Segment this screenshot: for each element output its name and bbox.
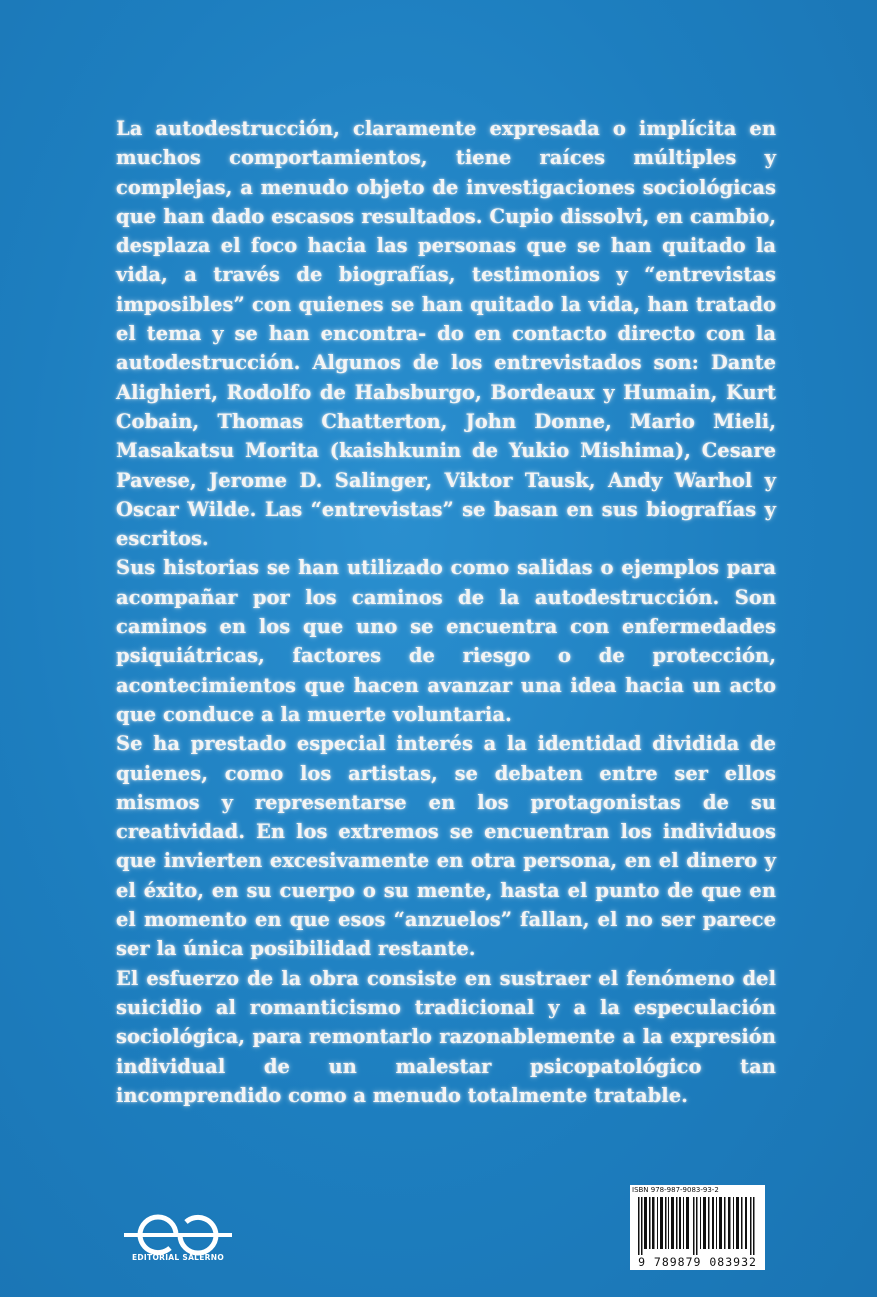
blurb-paragraph: El esfuerzo de la obra consiste en sustraer el fenómeno del suicidio al romanticismo tradicional y a la especulación sociológica, para remontarlo razonablemente a la expresión individual de un malestar psicopatológico tan incomprendido como a menudo totalmente tratable. — [116, 966, 776, 1107]
blurb-paragraph: La autodestrucción, claramente expresada o implícita en muchos comportamientos, tiene raíces múltiples y complejas, a menudo objeto de investigaciones sociológicas que han dado escasos resultados. Cupio dissolvi, en cambio, desplaza el foco hacia las personas que se han quitado la vida, a través de biografías, testimonios y “entrevistas imposibles” con quienes se han quitado la vida, han tratado el tema y se han encontra- do en contacto directo con la autodestrucción. Algunos de los entrevistados son: Dante Alighieri, Rodolfo de Habsburgo, Bordeaux y Humain, Kurt Cobain, Thomas Chatterton, John Donne, Mario Mieli, Masakatsu Morita (kaishkunin de Yukio Mishima), Cesare Pavese, Jerome D. Salinger, Viktor Tausk, Andy Warhol y Oscar Wilde. Las “entrevistas” se basan en sus biografías y escritos. — [116, 117, 776, 551]
barcode-bars-icon — [638, 1197, 758, 1255]
blurb-text — [116, 114, 776, 1110]
publisher-name: EDITORIAL SALERNO — [131, 1253, 225, 1262]
isbn-digits: 9 789879 083932 — [638, 1255, 757, 1269]
blurb-paragraph: Sus historias se han utilizado como salidas o ejemplos para acompañar por los caminos de la autodestrucción. Son caminos en los que uno se encuentra con enfermedades psiquiátricas, factores de riesgo o de protección, acontecimientos que hacen avanzar una idea hacia un acto que conduce a la muerte voluntaria. — [116, 556, 776, 726]
isbn-barcode — [630, 1185, 765, 1270]
blurb-paragraph: Se ha prestado especial interés a la identidad dividida de quienes, como los artistas, se debaten entre ser ellos mismos y representarse en los protagonistas de su creatividad. En los extremos se encuentran los individuos que invierten excesivamente en otra persona, en el dinero y el éxito, en su cuerpo o su mente, hasta el punto de que en el momento en que esos “anzuelos” fallan, el no ser parece ser la única posibilidad restante. — [116, 732, 776, 961]
isbn-label: ISBN 978-987-9083-93-2 — [632, 1186, 719, 1194]
